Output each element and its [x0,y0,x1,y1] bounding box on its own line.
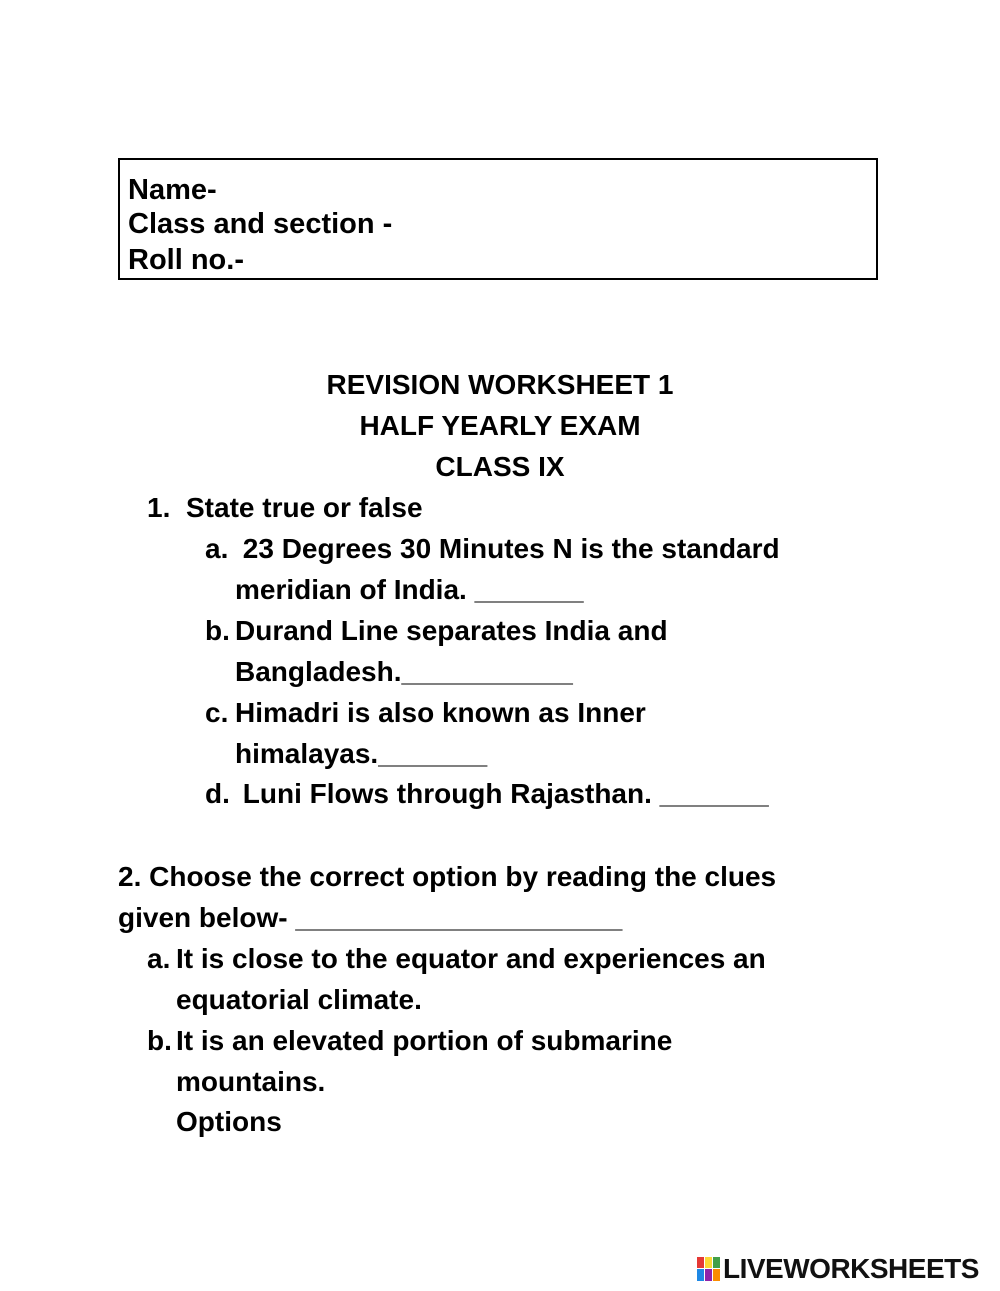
logo-block-5 [705,1269,712,1281]
class-title: CLASS IX [435,451,565,482]
q1-c-marker: c. [205,697,229,728]
logo-blocks-icon [697,1257,721,1281]
q1-a-line2: meridian of India. _______ [235,574,584,605]
q1-number: 1. [147,492,171,523]
q1-a-marker: a. [205,533,229,564]
q1-b-line1: Durand Line separates India and [235,615,668,646]
q2-a-marker: a. [147,943,171,974]
logo-block-6 [713,1269,720,1281]
q2-a-line2: equatorial climate. [176,984,422,1015]
exam-title: HALF YEARLY EXAM [359,410,641,441]
q2-b-line1: It is an elevated portion of submarine [176,1025,673,1056]
q2-options-label: Options [176,1106,282,1137]
roll-no-label: Roll no.- [128,244,244,276]
logo-block-1 [697,1257,704,1268]
logo-block-2 [705,1257,712,1268]
q1-c-line1: Himadri is also known as Inner [235,697,646,728]
q1-d-line1: Luni Flows through Rajasthan. _______ [235,778,769,809]
q1-title: State true or false [186,492,423,523]
logo-block-3 [713,1257,720,1268]
q2-line2: given below- _____________________ [118,902,623,933]
student-info-box [118,158,878,280]
q2-b-marker: b. [147,1025,172,1056]
q2-a-line1: It is close to the equator and experiences an [176,943,766,974]
q1-b-line2: Bangladesh.___________ [235,656,573,687]
logo-text: LIVEWORKSHEETS [723,1253,979,1284]
worksheet-title: REVISION WORKSHEET 1 [326,369,674,400]
q1-d-marker: d. [205,778,230,809]
class-section-label: Class and section - [128,208,393,240]
logo-block-4 [697,1269,704,1281]
q2-b-line2: mountains. [176,1066,326,1097]
q1-c-line2: himalayas._______ [235,738,488,769]
name-label: Name- [128,174,217,206]
q1-a-line1: 23 Degrees 30 Minutes N is the standard [235,533,780,564]
q2-line1: 2. Choose the correct option by reading the clues [118,861,777,892]
q1-b-marker: b. [205,615,230,646]
